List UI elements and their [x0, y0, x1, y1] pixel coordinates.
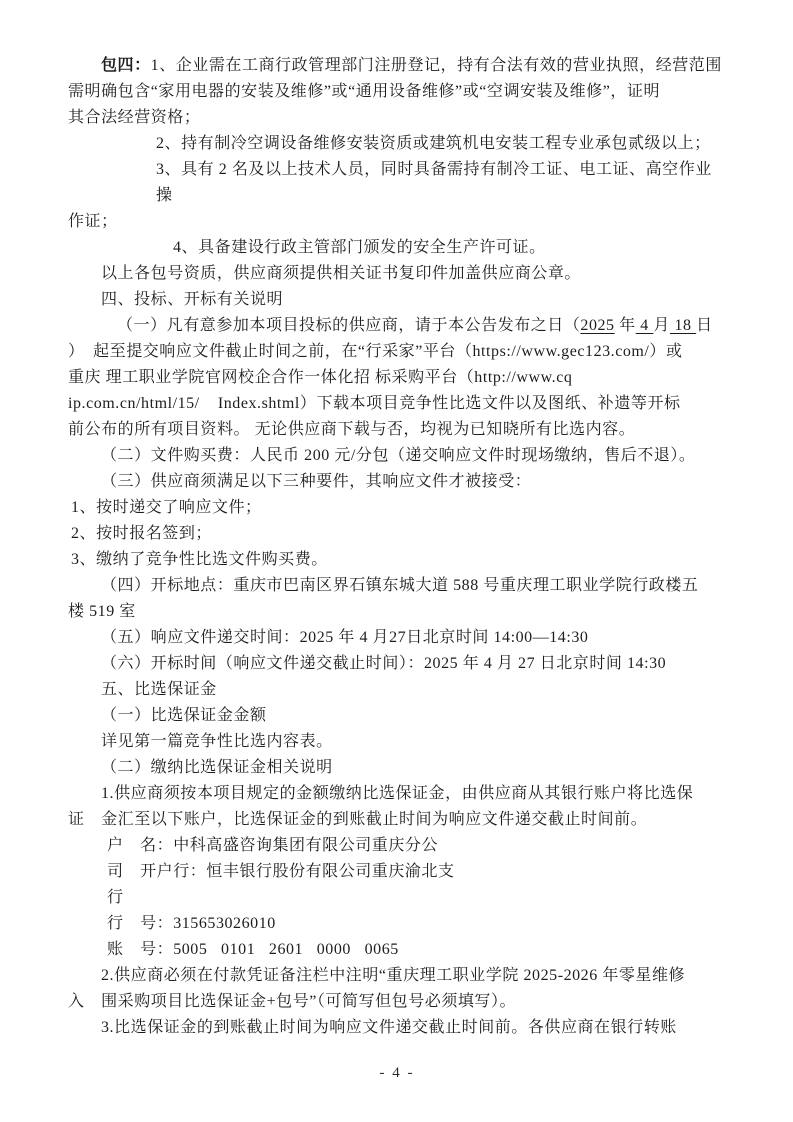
document-line [68, 235, 726, 261]
document-line [68, 911, 726, 937]
line-segment: （三）供应商须满足以下三种要件，其响应文件才被接受： [101, 473, 532, 490]
document-line [68, 339, 726, 365]
line-segment: 以上各包号资质，供应商须提供相关证书复印件加盖供应商公章。 [101, 265, 581, 282]
line-segment: （四）开标地点：重庆市巴南区界石镇东城大道 588 号重庆理工职业学院行政楼五 [101, 577, 699, 594]
line-segment: 3、具有 2 名及以上技术人员，同时具备需持有制冷工证、电工证、高空作业操 [156, 161, 712, 204]
line-segment: 详见第一篇竞争性比选内容表。 [101, 733, 333, 750]
document-line [68, 1015, 726, 1041]
line-segment: （二）缴纳比选保证金相关说明 [101, 759, 333, 776]
document-line [68, 79, 726, 105]
document-line [68, 469, 726, 495]
line-segment: 账 号：5005 0101 2601 0000 0065 [107, 941, 399, 958]
line-segment: 日 [696, 317, 713, 334]
document-line [68, 781, 726, 807]
line-segment: 1、企业需在工商行政管理部门注册登记，持有合法有效的营业执照，经营范围 [150, 57, 722, 74]
document-line [68, 105, 726, 131]
line-segment: 需明确包含“家用电器的安装及维修”或“通用设备维修”或“空调安装及维修”，证明 [68, 83, 661, 100]
document-lines [68, 53, 726, 1041]
document-line [68, 989, 726, 1015]
document-line [68, 53, 726, 79]
line-segment: （一）凡有意参加本项目投标的供应商，请于本公告发布之日（ [117, 317, 581, 334]
line-segment: 重庆 理工职业学院官网校企合作一体化招 标采购平台（http://www.cq [68, 369, 573, 386]
page-number: - 4 - [379, 1065, 415, 1081]
document-line [68, 209, 726, 235]
line-segment-bold: 包四： [101, 57, 151, 74]
line-segment: 四、投标、开标有关说明 [101, 291, 284, 308]
document-line [68, 859, 726, 885]
document-line [68, 755, 726, 781]
document-line [68, 651, 726, 677]
document-line [68, 261, 726, 287]
document-line [68, 417, 726, 443]
document-line [68, 547, 726, 573]
line-segment: 1、按时递交了响应文件； [71, 499, 262, 516]
line-segment: 年 [614, 317, 636, 334]
line-segment-underlined: 18 [669, 317, 697, 334]
line-segment: 其合法经营资格； [68, 109, 201, 126]
line-segment: （一）比选保证金金额 [101, 707, 267, 724]
document-line [68, 599, 726, 625]
document-line [68, 521, 726, 547]
document-line [68, 703, 726, 729]
line-segment: 1.供应商须按本项目规定的金额缴纳比选保证金，由供应商从其银行账户将比选保 [101, 785, 694, 802]
document-line [68, 391, 726, 417]
line-segment: 行 [107, 889, 124, 906]
document-line [68, 573, 726, 599]
line-segment: 月 [653, 317, 670, 334]
document-line [68, 963, 726, 989]
line-segment: 作证； [68, 213, 118, 230]
document-line [68, 937, 726, 963]
document-line [68, 807, 726, 833]
line-segment: （二）文件购买费：人民币 200 元/分包（递交响应文件时现场缴纳，售后不退）。 [101, 447, 696, 464]
line-segment: 3.比选保证金的到账截止时间为响应文件递交截止时间前。各供应商在银行转账 [101, 1019, 677, 1036]
line-segment: ） 起至提交响应文件截止时间之前，在“行采家”平台（https://www.gec123.com/）或 [68, 343, 683, 360]
line-segment: 五、比选保证金 [101, 681, 217, 698]
document-line [68, 313, 726, 339]
document-line [68, 365, 726, 391]
document-line [68, 625, 726, 651]
document-line [68, 443, 726, 469]
line-segment: 4、具备建设行政主管部门颁发的安全生产许可证。 [173, 239, 546, 256]
line-segment: 户 名：中科高盛咨询集团有限公司重庆分公 [107, 837, 439, 854]
line-segment-underlined: 2025 [580, 317, 615, 334]
line-segment: 前公布的所有项目资料。 无论供应商下载与否，均视为已知晓所有比选内容。 [68, 421, 636, 438]
line-segment: 司 开户行：恒丰银行股份有限公司重庆渝北支 [107, 863, 455, 880]
line-segment-underlined: 4 [635, 317, 654, 334]
document-line [68, 729, 726, 755]
document-line [68, 677, 726, 703]
document-line [68, 833, 726, 859]
line-segment: 入 围采购项目比选保证金+包号”（可简写但包号必须填写）。 [68, 993, 517, 1010]
document-line [68, 885, 726, 911]
line-segment: 2、持有制冷空调设备维修安装资质或建筑机电安装工程专业承包贰级以上； [156, 135, 711, 152]
line-segment: 行 号：315653026010 [107, 915, 276, 932]
document-body [68, 53, 726, 1086]
document-line [68, 495, 726, 521]
line-segment: （六）开标时间（响应文件递交截止时间）：2025 年 4 月 27 日北京时间 14:30 [101, 655, 667, 672]
document-line [68, 157, 726, 209]
line-segment: 2、按时报名签到； [71, 525, 212, 542]
document-line [68, 131, 726, 157]
document-line [68, 287, 726, 313]
line-segment: 楼 519 室 [68, 603, 136, 620]
line-segment: 3、缴纳了竞争性比选文件购买费。 [71, 551, 328, 568]
line-segment: （五）响应文件递交时间：2025 年 4 月27日北京时间 14:00—14:30 [101, 629, 589, 646]
line-segment: 证 金汇至以下账户，比选保证金的到账截止时间为响应文件递交截止时间前。 [68, 811, 648, 828]
line-segment: 2.供应商必须在付款凭证备注栏中注明“重庆理工职业学院 2025-2026 年零星维修 [101, 967, 686, 984]
line-segment: ip.com.cn/html/15/ Index.shtml）下载本项目竞争性比选文件以及图纸、补遗等开标 [68, 395, 681, 412]
